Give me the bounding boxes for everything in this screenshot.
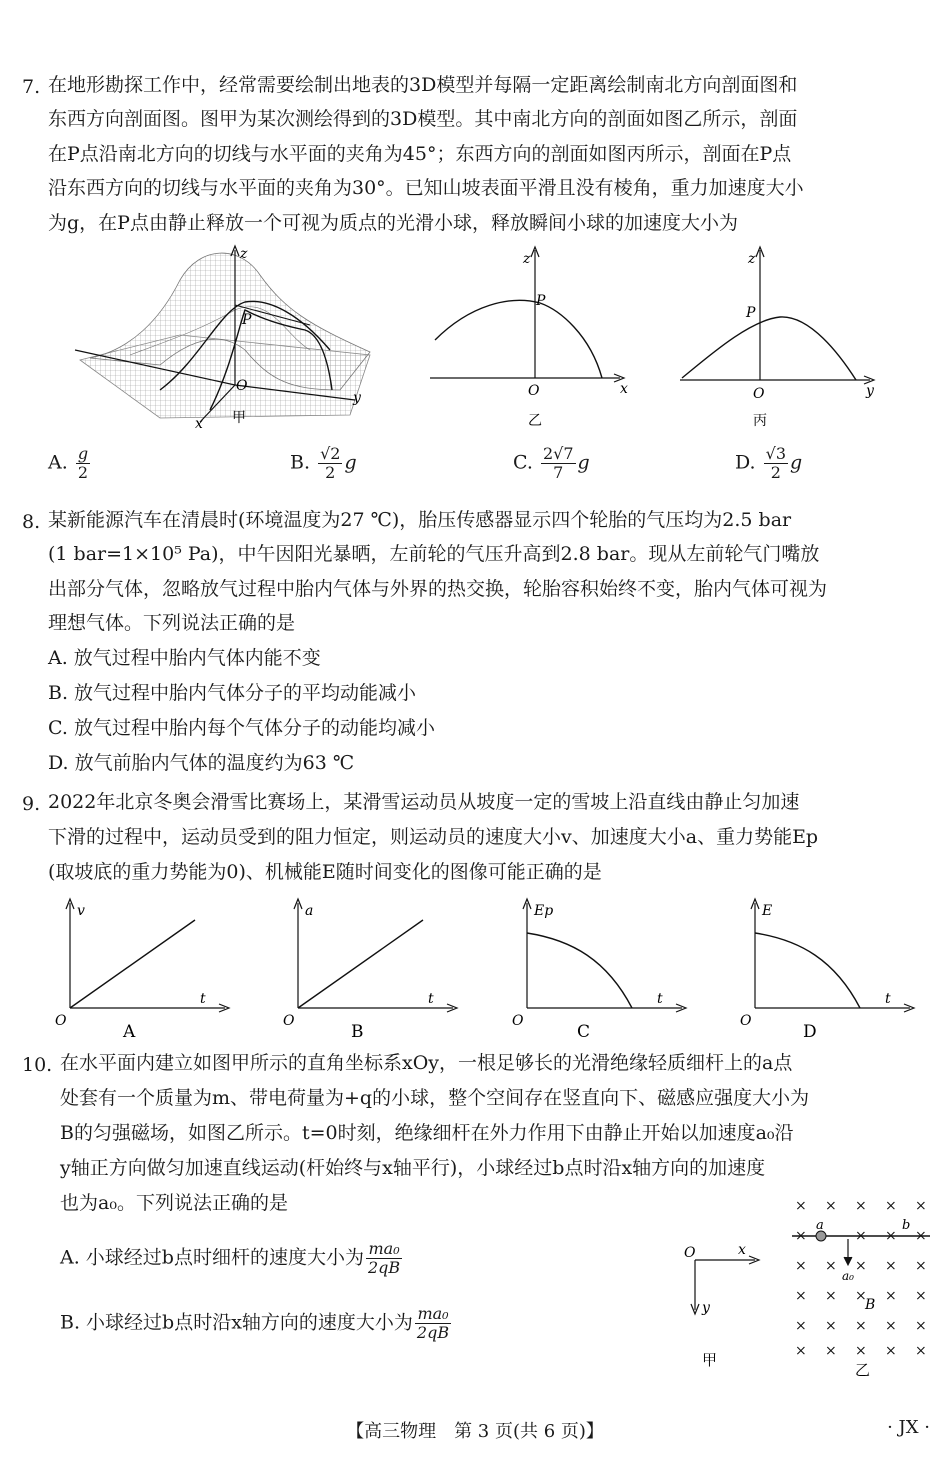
q7-figure-jia bbox=[70, 240, 400, 430]
q9-c-origin: O bbox=[512, 1013, 524, 1029]
q7-option-a: A. $\frac{g}{2}$ bbox=[48, 444, 89, 482]
q8-line: (1 bar=1×10⁵ Pa)，中午因阳光暴晒，左前轮的气压升高到2.8 bar。现从左前轮气门嘴放 bbox=[48, 543, 820, 565]
field-cross: × bbox=[915, 1198, 927, 1214]
q9-c-curve bbox=[527, 933, 632, 1008]
q10-line: 在水平面内建立如图甲所示的直角坐标系xOy，一根足够长的光滑绝缘轻质细杆上的a点 bbox=[60, 1052, 793, 1074]
field-cross: × bbox=[795, 1228, 807, 1244]
q7-option-b: B. $\frac{√2}{2}$ g bbox=[290, 444, 357, 482]
q9-line: 下滑的过程中，运动员受到的阻力恒定，则运动员的速度大小v、加速度大小a、重力势能Ep bbox=[48, 826, 819, 848]
q7-bing-o-label: O bbox=[753, 386, 765, 402]
footer-code: · JX · bbox=[887, 1417, 930, 1438]
q10-figure-jia bbox=[680, 1240, 780, 1380]
q9-graph-c bbox=[512, 895, 712, 1045]
q7-line: 为g，在P点由静止释放一个可视为质点的光滑小球，释放瞬间小球的加速度大小为 bbox=[48, 212, 738, 234]
field-cross: × bbox=[855, 1198, 867, 1214]
q8-option-c: C. 放气过程中胎内每个气体分子的动能均减小 bbox=[48, 717, 435, 739]
field-cross: × bbox=[795, 1343, 807, 1359]
field-cross: × bbox=[915, 1343, 927, 1359]
q10-jia-o-label: O bbox=[684, 1245, 696, 1261]
q9-graph-a bbox=[55, 895, 255, 1045]
footer-page-info: 【高三物理 第 3 页(共 6 页)】 bbox=[346, 1421, 604, 1442]
q9-graph-d bbox=[740, 895, 940, 1045]
q7-yi-x-label: x bbox=[620, 381, 628, 397]
q9-line: (取坡底的重力势能为0)、机械能E随时间变化的图像可能正确的是 bbox=[48, 861, 602, 883]
q8-line: 某新能源汽车在清晨时(环境温度为27 ℃)，胎压传感器显示四个轮胎的气压均为2.5 bar bbox=[48, 509, 792, 531]
q9-line: 2022年北京冬奥会滑雪比赛场上，某滑雪运动员从坡度一定的雪坡上沿直线由静止匀加速 bbox=[48, 791, 800, 813]
q9-a-origin: O bbox=[55, 1013, 67, 1029]
q10-yi-B-label: B bbox=[865, 1297, 876, 1313]
q7-yi-p-label: P bbox=[536, 293, 546, 309]
field-cross: × bbox=[855, 1343, 867, 1359]
q7-bing-p-label: P bbox=[746, 305, 756, 321]
q9-b-origin: O bbox=[283, 1013, 295, 1029]
field-cross: × bbox=[825, 1318, 837, 1334]
q8-option-b: B. 放气过程中胎内气体分子的平均动能减小 bbox=[48, 682, 417, 704]
q7-bing-caption: 丙 bbox=[753, 413, 767, 429]
q9-d-xlabel: t bbox=[885, 991, 891, 1007]
q9-a-ylabel: v bbox=[77, 903, 85, 919]
q9-c-ylabel: Ep bbox=[534, 903, 554, 919]
q9-b-caption: B bbox=[351, 1022, 364, 1042]
field-cross: × bbox=[825, 1288, 837, 1304]
q9-d-origin: O bbox=[740, 1013, 752, 1029]
field-cross: × bbox=[915, 1318, 927, 1334]
q7-option-c: C. $\frac{2√7}{7}$ g bbox=[513, 444, 590, 482]
q7-yi-curve bbox=[435, 300, 602, 378]
q10-option-a: A. 小球经过b点时细杆的速度大小为 $\frac{\text{ma₀}}{2qB}$ bbox=[60, 1239, 401, 1277]
q9-c-caption: C bbox=[577, 1022, 591, 1042]
q7-jia-caption: 甲 bbox=[232, 410, 246, 426]
q10-yi-caption: 乙 bbox=[855, 1361, 871, 1379]
q7-bing-y-label: y bbox=[866, 383, 874, 399]
q10-line: 也为a₀。下列说法正确的是 bbox=[60, 1192, 288, 1214]
field-cross: × bbox=[855, 1258, 867, 1274]
field-cross: × bbox=[795, 1288, 807, 1304]
q10-jia-y-label: y bbox=[702, 1300, 710, 1316]
q10-option-b: B. 小球经过b点时沿x轴方向的速度大小为 $\frac{\text{ma₀}}{2qB}$ bbox=[60, 1304, 450, 1342]
field-cross: × bbox=[795, 1198, 807, 1214]
q9-d-caption: D bbox=[803, 1022, 817, 1042]
q9-b-ylabel: a bbox=[305, 903, 314, 919]
field-cross: × bbox=[915, 1288, 927, 1304]
q8-number: 8. bbox=[22, 511, 41, 533]
q9-graph-b bbox=[283, 895, 483, 1045]
q10-line: B的匀强磁场，如图乙所示。t=0时刻，绝缘细杆在外力作用下由静止开始以加速度a₀沿 bbox=[60, 1122, 794, 1144]
q10-jia-x-label: x bbox=[738, 1242, 746, 1258]
q8-option-d: D. 放气前胎内气体的温度约为63 ℃ bbox=[48, 752, 355, 774]
q7-figure-yi bbox=[430, 245, 640, 435]
field-cross: × bbox=[825, 1258, 837, 1274]
q7-yi-o-label: O bbox=[528, 383, 540, 399]
q7-jia-x-label: x bbox=[195, 416, 203, 432]
q7-option-d: D. $\frac{√3}{2}$ g bbox=[735, 444, 803, 482]
q9-c-xlabel: t bbox=[657, 991, 663, 1007]
field-cross: × bbox=[915, 1258, 927, 1274]
q9-a-line bbox=[70, 920, 195, 1008]
q9-number: 9. bbox=[22, 793, 41, 815]
q7-yi-z-label: z bbox=[523, 251, 531, 267]
q9-a-xlabel: t bbox=[200, 991, 206, 1007]
q8-line: 理想气体。下列说法正确的是 bbox=[48, 612, 296, 634]
q10-number: 10. bbox=[22, 1054, 53, 1076]
q10-jia-caption: 甲 bbox=[702, 1351, 718, 1369]
q7-line: 东西方向剖面图。图甲为某次测绘得到的3D模型。其中南北方向的剖面如图乙所示，剖面 bbox=[48, 108, 798, 130]
q9-d-ylabel: E bbox=[762, 903, 773, 919]
field-cross: × bbox=[915, 1228, 927, 1244]
q9-a-caption: A bbox=[123, 1022, 136, 1042]
field-cross: × bbox=[885, 1198, 897, 1214]
q7-number: 7. bbox=[22, 76, 41, 98]
q7-bing-z-label: z bbox=[748, 251, 756, 267]
field-cross: × bbox=[795, 1318, 807, 1334]
field-cross: × bbox=[855, 1288, 867, 1304]
q7-jia-z-label: z bbox=[240, 246, 248, 262]
q9-d-curve bbox=[755, 933, 860, 1008]
field-cross: × bbox=[885, 1288, 897, 1304]
field-cross: × bbox=[885, 1343, 897, 1359]
q7-line: 在地形勘探工作中，经常需要绘制出地表的3D模型并每隔一定距离绘制南北方向剖面图和 bbox=[48, 74, 798, 96]
q7-yi-caption: 乙 bbox=[528, 413, 542, 429]
q10-yi-b-label: b bbox=[902, 1218, 911, 1233]
q7-figure-bing bbox=[680, 245, 890, 435]
field-cross: × bbox=[885, 1228, 897, 1244]
field-cross: × bbox=[885, 1258, 897, 1274]
q10-yi-a-label: a bbox=[816, 1218, 824, 1233]
q10-line: 处套有一个质量为m、带电荷量为+q的小球，整个空间存在竖直向下、磁感应强度大小为 bbox=[60, 1087, 810, 1109]
field-cross: × bbox=[855, 1228, 867, 1244]
q7-line: 沿东西方向的切线与水平面的夹角为30°。已知山坡表面平滑且没有棱角，重力加速度大小 bbox=[48, 177, 804, 199]
q7-jia-p-label: P bbox=[242, 312, 252, 328]
q10-figure-yi bbox=[790, 1185, 935, 1380]
q7-line: 在P点沿南北方向的切线与水平面的夹角为45°；东西方向的剖面如图丙所示，剖面在P点 bbox=[48, 143, 792, 165]
field-cross: × bbox=[825, 1343, 837, 1359]
q7-jia-y-label: y bbox=[353, 390, 361, 406]
q7-jia-o-label: O bbox=[236, 378, 248, 394]
field-cross: × bbox=[885, 1318, 897, 1334]
q10-line: y轴正方向做匀加速直线运动(杆始终与x轴平行)，小球经过b点时沿x轴方向的加速度 bbox=[60, 1157, 766, 1179]
q9-b-line bbox=[298, 920, 423, 1008]
q7-bing-curve bbox=[682, 317, 856, 380]
q10-yi-a0-label: a₀ bbox=[842, 1269, 854, 1283]
field-cross: × bbox=[855, 1318, 867, 1334]
q8-option-a: A. 放气过程中胎内气体内能不变 bbox=[48, 647, 321, 669]
q8-line: 出部分气体，忽略放气过程中胎内气体与外界的热交换，轮胎容积始终不变，胎内气体可视为 bbox=[48, 578, 828, 600]
q9-b-xlabel: t bbox=[428, 991, 434, 1007]
field-cross: × bbox=[795, 1258, 807, 1274]
field-cross: × bbox=[825, 1198, 837, 1214]
